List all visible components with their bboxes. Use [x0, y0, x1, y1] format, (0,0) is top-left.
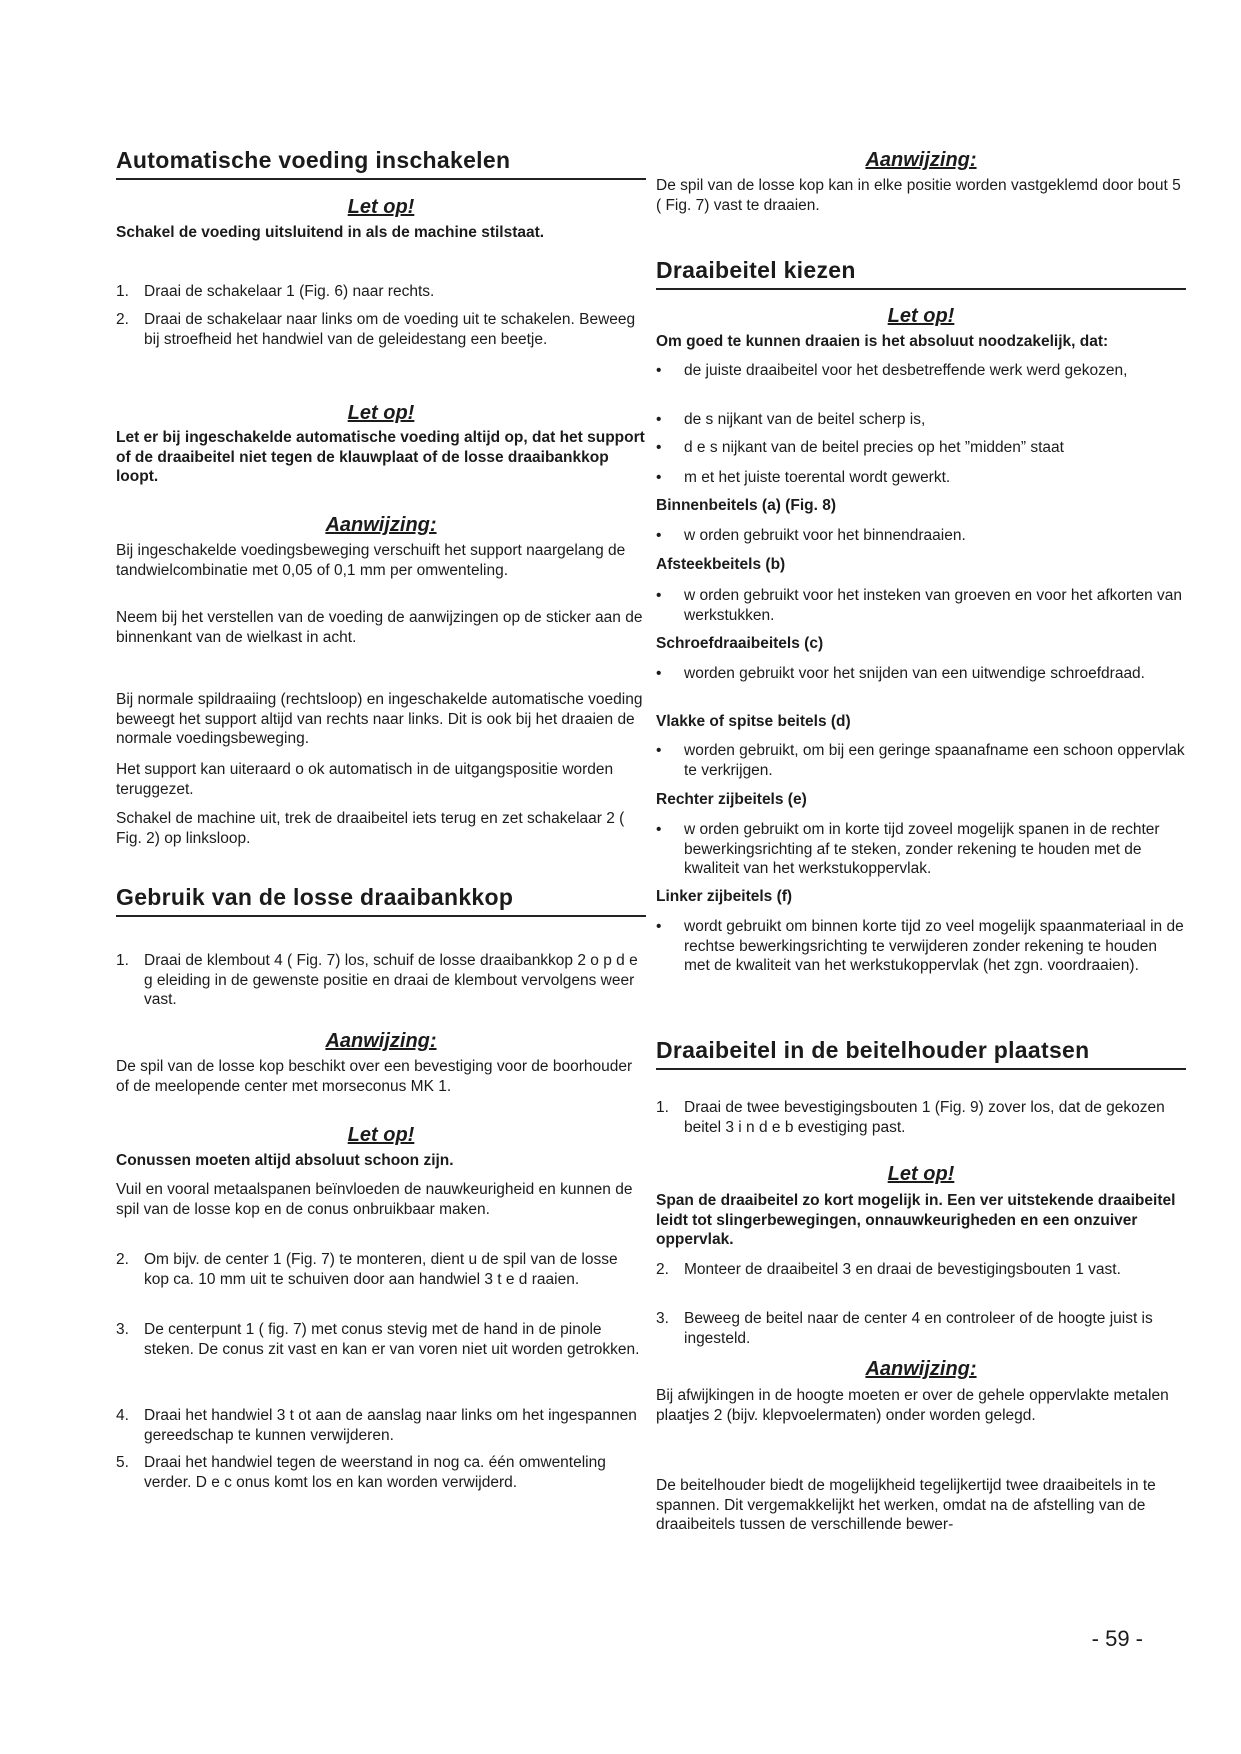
paragraph: Bij afwijkingen in de hoogte moeten er over de gehele oppervlakte metalen plaatjes 2 (bijv. klepvoelermaten) onder worden gelegd.: [656, 1387, 1169, 1424]
item-number: 3.: [116, 1321, 129, 1338]
heading-kiezen: Draaibeitel kiezen: [656, 257, 1186, 290]
aanwijzing-title: Aanwijzing:: [325, 1030, 437, 1052]
letop-title: Let op!: [347, 196, 415, 218]
item-number: 2.: [116, 1251, 129, 1268]
bullet-item: [656, 917, 1186, 976]
label-schroefdraaibeitels: Schroefdraaibeitels (c): [656, 635, 824, 652]
bullet-icon: •: [656, 469, 662, 486]
label-vlakke-beitels: Vlakke of spitse beitels (d): [656, 713, 851, 730]
item-text: w orden gebruikt voor het insteken van groeven en voor het afkorten van werkstukken.: [684, 587, 1183, 624]
heading-plaatsen: Draaibeitel in de beitelhouder plaatsen: [656, 1037, 1186, 1070]
item-number: 4.: [116, 1407, 129, 1424]
item-number: 2.: [116, 311, 129, 328]
bullet-icon: •: [656, 587, 662, 604]
letop-text: Let er bij ingeschakelde automatische voeding altijd op, dat het support of de draaibeitel niet tegen de klauwplaat of de losse draaibankkop loopt.: [116, 429, 645, 485]
heading-gebruik: Gebruik van de losse draaibankkop: [116, 884, 646, 917]
bullet-item: [656, 586, 1186, 625]
item-text: de s nijkant van de beitel scherp is,: [684, 411, 926, 428]
paragraph: De spil van de losse kop beschikt over een bevestiging voor de boorhouder of de meelopende center met morseconus MK 1.: [116, 1058, 633, 1095]
item-text: wordt gebruikt om binnen korte tijd zo veel mogelijk spaanmateriaal in de rechtse bewerkingsrichting te verwijderen zonder rekening te houden met de kwaliteit van het werkstukoppervlak (het zgn. voordraaien).: [684, 918, 1184, 974]
item-text: Om bijv. de center 1 (Fig. 7) te monteren, dient u de spil van de losse kop ca. 10 mm uit te schuiven door aan handwiel 3 t e d raaien.: [144, 1251, 618, 1288]
item-number: 3.: [656, 1310, 669, 1327]
label-binnenbeitels: Binnenbeitels (a) (Fig. 8): [656, 497, 836, 514]
bullet-item: [656, 438, 1186, 458]
item-text: de juiste draaibeitel voor het desbetreffende werk werd gekozen,: [684, 362, 1128, 379]
list-item: [116, 282, 646, 302]
aanwijzing-title: Aanwijzing:: [865, 1358, 977, 1380]
list-item: [656, 1260, 1186, 1280]
bullet-icon: •: [656, 665, 662, 682]
bullet-item: [656, 741, 1186, 780]
item-text: Draai het handwiel tegen de weerstand in nog ca. één omwenteling verder. D e c onus komt los en kan worden verwijderd.: [144, 1454, 606, 1491]
item-text: w orden gebruikt voor het binnendraaien.: [684, 527, 966, 544]
list-item: [656, 1098, 1186, 1137]
bullet-icon: •: [656, 527, 662, 544]
letop-title: Let op!: [887, 1163, 955, 1185]
bullet-icon: •: [656, 439, 662, 456]
label-afsteekbeitels: Afsteekbeitels (b): [656, 556, 786, 573]
item-text: worden gebruikt, om bij een geringe spaanafname een schoon oppervlak te verkrijgen.: [684, 742, 1185, 779]
list-item: [116, 1250, 646, 1289]
list-item: [116, 1320, 646, 1359]
letop-title: Let op!: [347, 1124, 415, 1146]
bullet-item: [656, 664, 1186, 684]
label-rechter-zijbeitels: Rechter zijbeitels (e): [656, 791, 807, 808]
item-text: w orden gebruikt om in korte tijd zoveel mogelijk spanen in de rechter bewerkingsrichting af te steken, zonder rekening te houden met de kwaliteit van het werkstukoppervlak.: [684, 821, 1160, 877]
item-number: 1.: [656, 1099, 669, 1116]
item-text: Draai de schakelaar naar links om de voeding uit te schakelen. Beweeg bij stroefheid het handwiel van de geleidestang een beetje.: [144, 311, 636, 348]
item-text: De centerpunt 1 ( fig. 7) met conus stevig met de hand in de pinole steken. De conus zit vast en kan er van voren niet uit worden getrokken.: [144, 1321, 640, 1358]
list-item: [116, 951, 646, 1010]
bullet-item: [656, 468, 1186, 488]
list-item: [116, 1453, 646, 1492]
bullet-item: [656, 526, 1186, 546]
bullet-icon: •: [656, 362, 662, 379]
aanwijzing-title: Aanwijzing:: [865, 149, 977, 171]
item-text: Draai de klembout 4 ( Fig. 7) los, schuif de losse draaibankkop 2 o p d e g eleiding in de gewenste positie en draai de klembout vervolgens weer vast.: [144, 952, 638, 1008]
paragraph: Bij ingeschakelde voedingsbeweging verschuift het support naargelang de tandwielcombinatie met 0,05 of 0,1 mm per omwenteling.: [116, 542, 626, 579]
paragraph: De beitelhouder biedt de mogelijkheid tegelijkertijd twee draaibeitels in te spannen. Dit vergemakkelijkt het werken, omdat na de afstelling van de draaibeitels tussen de verschillende bewer-: [656, 1477, 1156, 1533]
bullet-item: [656, 361, 1186, 381]
letop-text: Span de draaibeitel zo kort mogelijk in. Een ver uitstekende draaibeitel leidt tot slingerbewegingen, onnauwkeurigheden en een onzuiver oppervlak.: [656, 1192, 1176, 1248]
item-text: Draai het handwiel 3 t ot aan de aanslag naar links om het ingespannen gereedschap te kunnen verwijderen.: [144, 1407, 637, 1444]
item-number: 2.: [656, 1261, 669, 1278]
list-item: [116, 310, 646, 349]
letop-title: Let op!: [347, 402, 415, 424]
item-text: Beweeg de beitel naar de center 4 en controleer of de hoogte juist is ingesteld.: [684, 1310, 1153, 1347]
bullet-item: [656, 820, 1186, 879]
bullet-icon: •: [656, 918, 662, 935]
paragraph: Het support kan uiteraard o ok automatisch in de uitgangspositie worden teruggezet.: [116, 761, 614, 798]
letop-text: Om goed te kunnen draaien is het absoluut noodzakelijk, dat:: [656, 333, 1109, 350]
paragraph: Bij normale spildraaiing (rechtsloop) en ingeschakelde automatische voeding beweegt het support altijd van rechts naar links. Dit is ook bij het draaien de normale voedingsbeweging.: [116, 691, 643, 747]
list-item: [656, 1309, 1186, 1348]
item-text: Draai de schakelaar 1 (Fig. 6) naar rechts.: [144, 283, 435, 300]
bullet-item: [656, 410, 1186, 430]
letop-text: Schakel de voeding uitsluitend in als de machine stilstaat.: [116, 224, 545, 241]
page-number: - 59 -: [1091, 1626, 1143, 1651]
letop-text: Conussen moeten altijd absoluut schoon zijn.: [116, 1152, 454, 1169]
heading-automatische-voeding: Automatische voeding inschakelen: [116, 147, 646, 180]
item-text: Monteer de draaibeitel 3 en draai de bevestigingsbouten 1 vast.: [684, 1261, 1121, 1278]
paragraph: De spil van de losse kop kan in elke positie worden vastgeklemd door bout 5 ( Fig. 7) vast te draaien.: [656, 177, 1181, 214]
paragraph: Schakel de machine uit, trek de draaibeitel iets terug en zet schakelaar 2 ( Fig. 2) op linksloop.: [116, 810, 625, 847]
item-number: 5.: [116, 1454, 129, 1471]
list-item: [116, 1406, 646, 1445]
item-number: 1.: [116, 952, 129, 969]
letop-title: Let op!: [887, 305, 955, 327]
item-text: worden gebruikt voor het snijden van een uitwendige schroefdraad.: [684, 665, 1145, 682]
item-text: m et het juiste toerental wordt gewerkt.: [684, 469, 951, 486]
label-linker-zijbeitels: Linker zijbeitels (f): [656, 888, 793, 905]
aanwijzing-title: Aanwijzing:: [325, 514, 437, 536]
bullet-icon: •: [656, 742, 662, 759]
paragraph: Neem bij het verstellen van de voeding de aanwijzingen op de sticker aan de binnenkant van de wielkast in acht.: [116, 609, 643, 646]
bullet-icon: •: [656, 821, 662, 838]
bullet-icon: •: [656, 411, 662, 428]
item-text: d e s nijkant van de beitel precies op het ”midden” staat: [684, 439, 1064, 456]
paragraph: Vuil en vooral metaalspanen beïnvloeden de nauwkeurigheid en kunnen de spil van de losse kop en de conus onbruikbaar maken.: [116, 1181, 633, 1218]
item-number: 1.: [116, 283, 129, 300]
item-text: Draai de twee bevestigingsbouten 1 (Fig. 9) zover los, dat de gekozen beitel 3 i n d e b evestiging past.: [684, 1099, 1165, 1136]
